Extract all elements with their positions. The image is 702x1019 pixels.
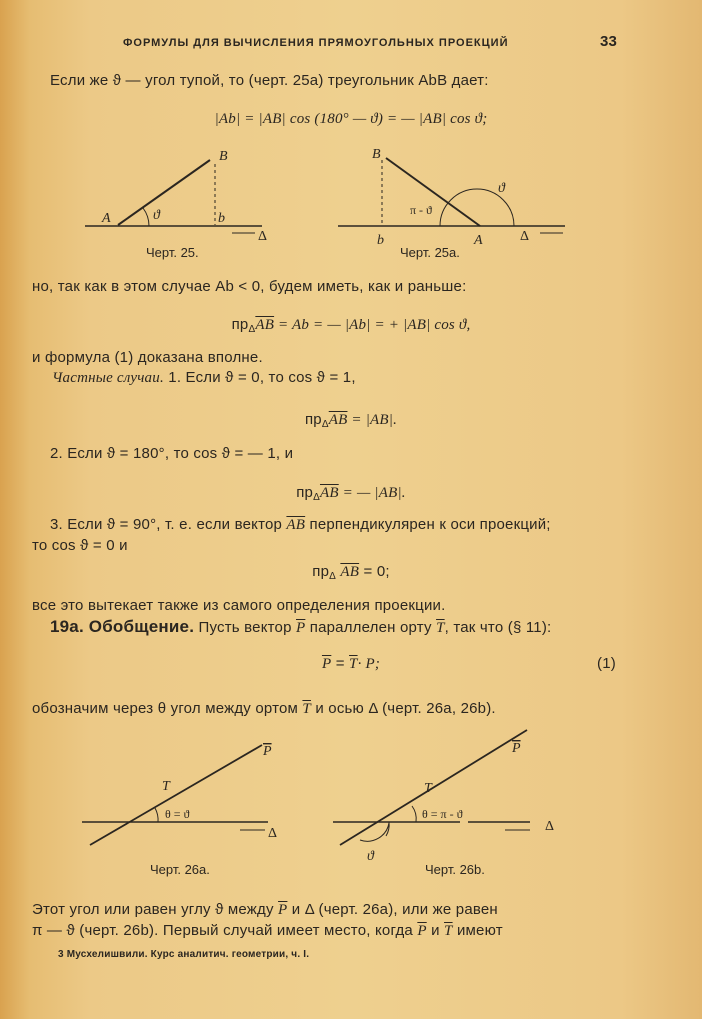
page-number: 33	[600, 33, 618, 50]
fig25-label-b: b	[218, 211, 225, 226]
running-header: ФОРМУЛЫ ДЛЯ ВЫЧИСЛЕНИЯ ПРЯМОУГОЛЬНЫХ ПРОЕКЦИЙ	[123, 37, 509, 49]
fig25-delta: Δ	[258, 229, 268, 244]
formula: $пр_\Delta\overline{AB} = Ab$ = — |Ab| = + |AB| cos ϑ,	[231, 316, 471, 335]
fig26a-label-P: P	[263, 744, 272, 759]
fig25-label-B: B	[219, 149, 228, 164]
fig26a-delta: Δ	[268, 826, 278, 841]
formula: $пр_\Delta$ $\overline{AB} = 0$;	[312, 563, 390, 582]
fig26b-theta: ϑ	[367, 849, 374, 864]
figure-26a	[82, 745, 268, 845]
formula: $\overline{P} = \overline{T}\cdot P$;	[321, 655, 381, 672]
paragraph: 3. Если ϑ = 90°, т. е. если вектор $\overline{AB}$ перпендикулярен к оси проекций;	[50, 516, 551, 533]
fig25a-label-B: B	[372, 147, 381, 162]
caption-fig26a: Черт. 26а.	[150, 862, 210, 877]
fig26a-angle: θ = ϑ	[165, 807, 190, 821]
fig25a-label-b: b	[377, 233, 384, 248]
paragraph: обозначим через θ угол между ортом $\overline{T}$ и осью Δ (черт. 26а, 26b).	[32, 700, 496, 717]
fig25a-delta: Δ	[520, 229, 530, 244]
fig25a-theta: ϑ	[498, 181, 505, 196]
fig25-label-A: A	[102, 211, 111, 226]
formula: |Ab| = |AB| cos (180° — ϑ) = — |AB| cos ϑ;	[214, 111, 488, 127]
fig26b-angle: θ = π - ϑ	[422, 807, 463, 821]
figure-25	[85, 160, 262, 233]
formula: $пр_\Delta\overline{AB} = |AB|$.	[304, 411, 398, 430]
paragraph: Частные случаи. 1. Если ϑ = 0, то cos ϑ = 1,	[52, 369, 356, 386]
paragraph: Этот угол или равен углу ϑ между $\overline{P}$ и Δ (черт. 26а), или же равен	[32, 901, 498, 918]
fig26a-label-T: T	[162, 779, 170, 794]
caption-fig26b: Черт. 26b.	[425, 862, 485, 877]
caption-fig25a: Черт. 25а.	[400, 245, 460, 260]
fig26b-delta: Δ	[545, 819, 555, 834]
fig26b-label-T: T	[424, 781, 432, 796]
paragraph: все это вытекает также из самого определения проекции.	[32, 597, 446, 614]
paragraph: то cos ϑ = 0 и	[32, 537, 128, 554]
section-heading: 19а. Обобщение. Пусть вектор $\overline{P}$ параллелен орту $\overline{T}$, так что (§ 11):	[50, 617, 552, 636]
equation-number: (1)	[597, 655, 616, 672]
paragraph: 2. Если ϑ = 180°, то cos ϑ = — 1, и	[50, 445, 294, 462]
figure-25a	[338, 158, 565, 233]
fig25a-label-A: A	[474, 233, 483, 248]
fig25a-pi-theta: π - ϑ	[410, 203, 432, 217]
formula: $пр_\Delta\overline{AB}$ = — |AB|.	[296, 484, 406, 503]
footnote-signature: 3 Мусхелишвили. Курс аналитич. геометрии, ч. I.	[58, 949, 310, 960]
paragraph: Если же ϑ — угол тупой, то (черт. 25а) треугольник AbB дает:	[50, 72, 489, 89]
paragraph: π — ϑ (черт. 26b). Первый случай имеет место, когда $\overline{P}$ и $\overline{T}$ имеют	[32, 922, 503, 939]
fig25-theta: ϑ	[153, 208, 160, 223]
caption-fig25: Черт. 25.	[146, 245, 199, 260]
fig26b-label-P: P	[512, 741, 521, 756]
paragraph: и формула (1) доказана вполне.	[32, 349, 263, 366]
paragraph: но, так как в этом случае Ab < 0, будем иметь, как и раньше:	[32, 278, 467, 295]
